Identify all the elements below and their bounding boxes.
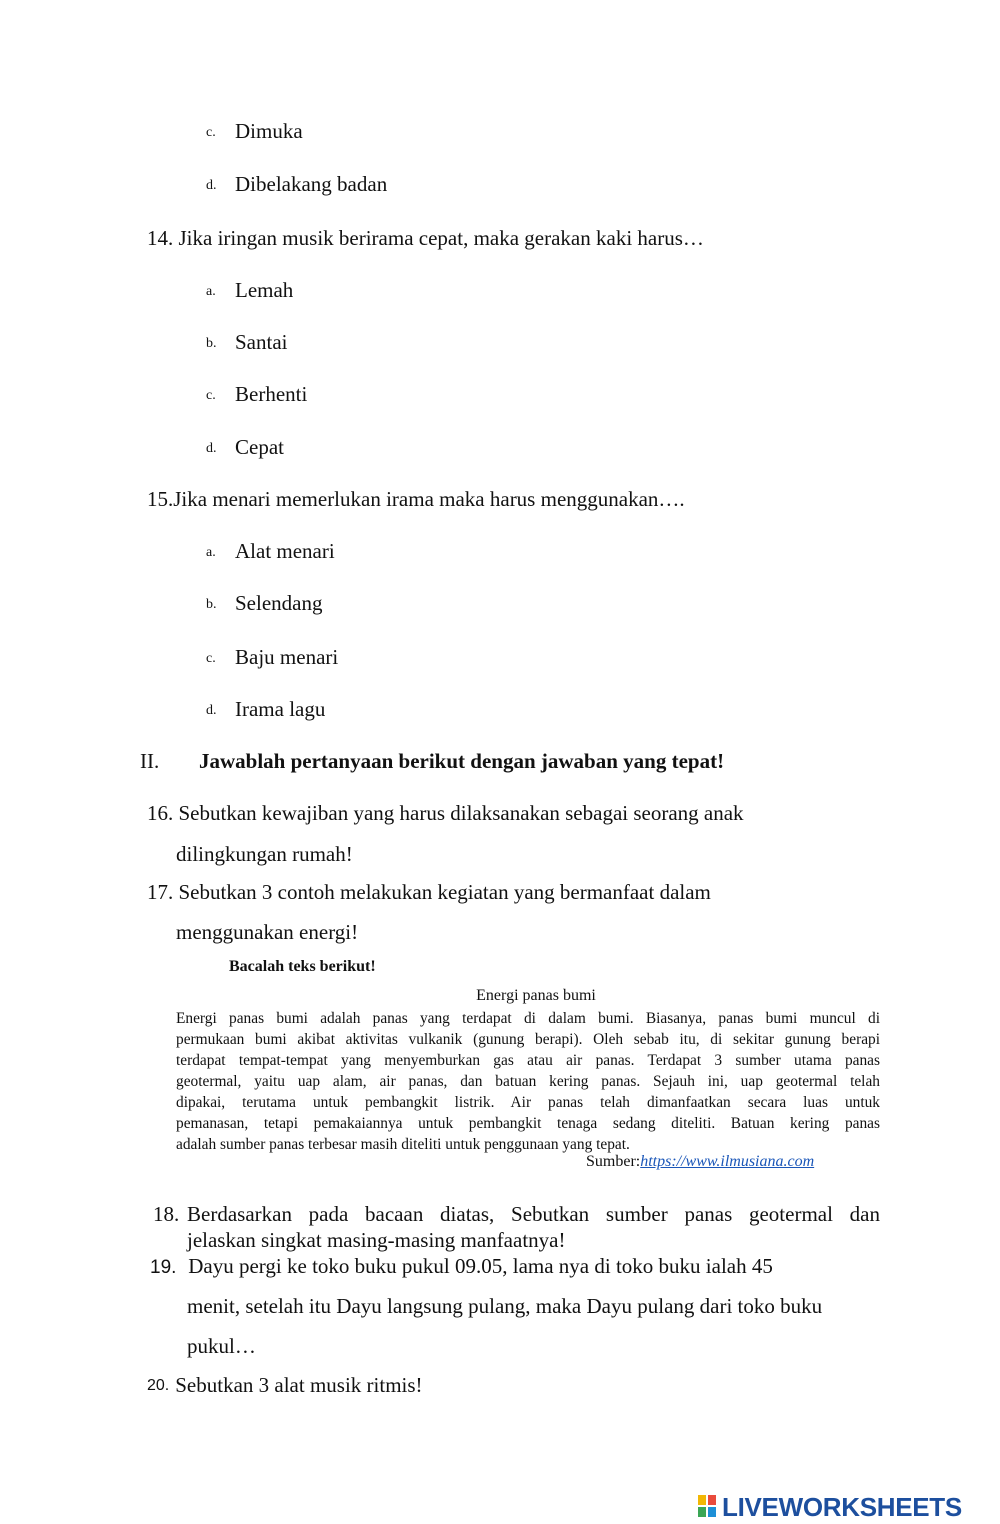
liveworksheets-logo-icon [698,1495,718,1519]
source-link[interactable]: https://www.ilmusiana.com [640,1153,815,1170]
passage-line: geotermal, yaitu uap alam, air panas, dan batuan kering panas. Sejauh ini, uap geotermal telah [176,1073,880,1090]
option-text: Irama lagu [235,697,326,721]
option-letter: a. [206,284,216,299]
option-letter: a. [206,545,216,560]
option-letter: d. [206,703,217,718]
passage-line: terdapat tempat-tempat yang menyemburkan gas atau air panas. Terdapat 3 sumber utama panas [176,1052,880,1069]
reading-passage [176,1008,880,1155]
option-text: Dibelakang badan [235,172,388,196]
question-19-line3: pukul… [187,1334,256,1358]
reading-title: Energi panas bumi [476,987,596,1004]
option-letter: b. [206,336,217,351]
option-text: Alat menari [235,539,335,563]
reading-instruction: Bacalah teks berikut! [229,958,376,975]
option-letter: c. [206,651,216,666]
question-16-line2: dilingkungan rumah! [176,842,353,866]
option-text: Selendang [235,591,323,615]
question-15: 15.Jika menari memerlukan irama maka harus menggunakan…. [147,487,685,511]
option-text: Cepat [235,435,284,459]
question-19-number: 19. [150,1257,177,1278]
section-title: Jawablah pertanyaan berikut dengan jawaban yang tepat! [199,749,725,773]
reading-source [586,1153,814,1171]
question-18-line1: Berdasarkan pada bacaan diatas, Sebutkan sumber panas geotermal dan [187,1202,880,1226]
question-19-line1: Dayu pergi ke toko buku pukul 09.05, lama nya di toko buku ialah 45 [183,1254,773,1278]
logo-text: LIVEWORKSHEETS [722,1491,962,1522]
question-20-number: 20. [147,1377,170,1394]
option-text: Dimuka [235,119,303,143]
question-14: 14. Jika iringan musik berirama cepat, maka gerakan kaki harus… [147,226,704,250]
option-letter: b. [206,597,217,612]
option-text: Baju menari [235,645,339,669]
section-numeral: II. [140,749,160,773]
option-text: Berhenti [235,382,308,406]
liveworksheets-logo[interactable] [698,1492,962,1522]
option-letter: c. [206,388,216,403]
option-text: Lemah [235,278,294,302]
passage-line: permukaan bumi akibat aktivitas vulkanik (gunung berapi). Oleh sebab itu, di sekitar gunung berapi [176,1031,880,1048]
question-16-line1: 16. Sebutkan kewajiban yang harus dilaksanakan sebagai seorang anak [147,801,744,825]
question-18-line2: jelaskan singkat masing-masing manfaatnya! [187,1228,566,1252]
question-20-text: Sebutkan 3 alat musik ritmis! [170,1373,423,1397]
question-19-line2: menit, setelah itu Dayu langsung pulang, maka Dayu pulang dari toko buku [187,1294,823,1318]
question-17-line1: 17. Sebutkan 3 contoh melakukan kegiatan yang bermanfaat dalam [147,880,711,904]
option-letter: c. [206,125,216,140]
question-17-line2: menggunakan energi! [176,920,359,944]
passage-line: pemanasan, tetapi pemakaiannya untuk pembangkit tenaga sedang diteliti. Batuan kering panas [176,1115,880,1132]
passage-line: adalah sumber panas terbesar masih diteliti untuk penggunaan yang tepat. [176,1136,630,1153]
source-label: Sumber: [586,1153,641,1170]
passage-line: dipakai, terutama untuk pembangkit listrik. Air panas telah dimanfaatkan secara luas untuk [176,1094,880,1111]
passage-line: Energi panas bumi adalah panas yang terdapat di dalam bumi. Biasanya, panas bumi muncul di [176,1010,880,1027]
option-letter: d. [206,178,217,193]
option-text: Santai [235,330,288,354]
question-18-number: 18. [153,1202,180,1226]
option-letter: d. [206,441,217,456]
